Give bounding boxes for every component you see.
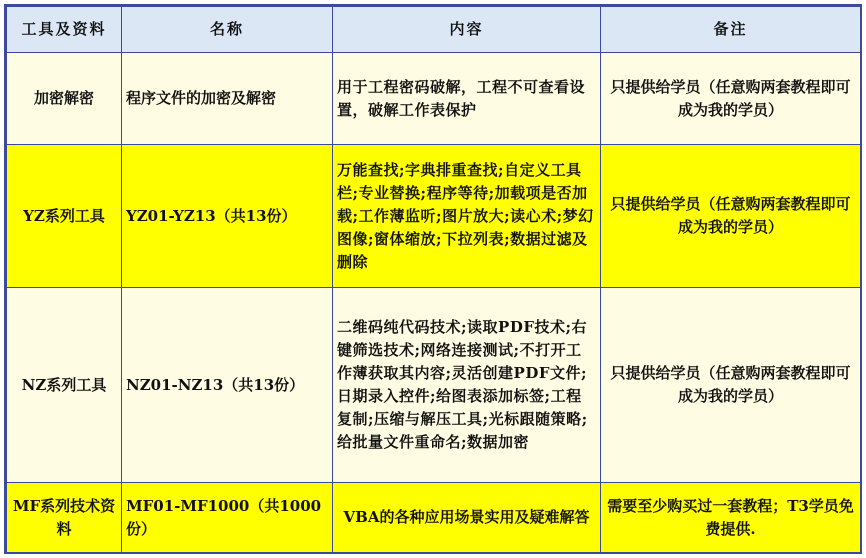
row-tool-cell: MF系列技术资料 [7,483,122,553]
row-name-cell: NZ01-NZ13（共13份） [122,288,333,483]
row-tool-cell: NZ系列工具 [7,288,122,483]
row-content-cell: 万能查找;字典排重查找;自定义工具栏;专业替换;程序等待;加载项是否加载;工作薄监听;图片放大;读心术;梦幻图像;窗体缩放;下拉列表;数据过滤及删除 [333,145,601,288]
row-name-cell: YZ01-YZ13（共13份） [122,145,333,288]
header-name: 名称 [122,7,333,53]
table-row [7,145,861,288]
row-content-cell: 二维码纯代码技术;读取PDF技术;右键筛选技术;网络连接测试;不打开工作薄获取其内容;灵活创建PDF文件;日期录入控件;给图表添加标签;工程复制;压缩与解压工具;光标跟随策略;给批量文件重命名;数据加密 [333,288,601,483]
table-row [7,288,861,483]
row-name-cell: MF01-MF1000（共1000份） [122,483,333,553]
row-remark-cell: 只提供给学员（任意购两套教程即可成为我的学员） [601,145,861,288]
header-content: 内容 [333,7,601,53]
row-remark-cell: 只提供给学员（任意购两套教程即可成为我的学员） [601,288,861,483]
header-tool: 工具及资料 [7,7,122,53]
row-name-cell: 程序文件的加密及解密 [122,53,333,145]
row-content-cell: 用于工程密码破解，工程不可查看设置，破解工作表保护 [333,53,601,145]
resource-table-frame [4,4,862,554]
table-row [7,483,861,553]
row-remark-cell: 只提供给学员（任意购两套教程即可成为我的学员） [601,53,861,145]
row-content-cell: VBA的各种应用场景实用及疑难解答 [333,483,601,553]
row-tool-cell: YZ系列工具 [7,145,122,288]
table-row [7,53,861,145]
resource-table [6,6,861,553]
header-row [7,7,861,53]
row-remark-cell: 需要至少购买过一套教程；T3学员免费提供. [601,483,861,553]
row-tool-cell: 加密解密 [7,53,122,145]
header-remark: 备注 [601,7,861,53]
